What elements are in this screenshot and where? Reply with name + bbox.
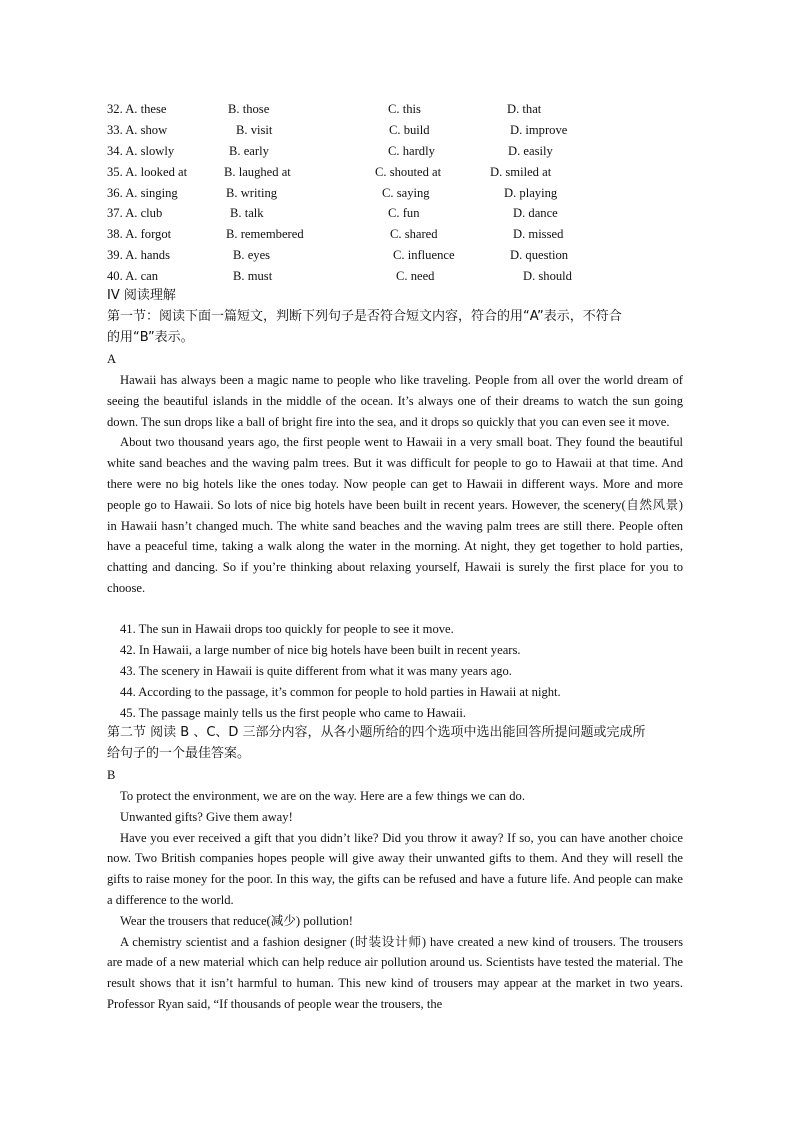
option-a: 34. A. slowly bbox=[107, 144, 175, 158]
passage-a-para1: Hawaii has always been a magic name to people who like traveling. People from all over the world dream of seeing the beautiful islands in the middle of the ocean. It’s always one of their dreams to watch the sun going down. The sun drops like a ball of bright fire into the sea, and it drops so quickly that you can even see it move. bbox=[107, 373, 683, 429]
statement-45: 45. The passage mainly tells us the first people who came to Hawaii. bbox=[120, 706, 467, 720]
option-a: 33. A. show bbox=[107, 123, 168, 137]
option-b: B. those bbox=[228, 102, 270, 116]
passage-b bbox=[107, 786, 683, 1015]
option-d: D. should bbox=[523, 269, 572, 283]
passage-label-b: B bbox=[107, 768, 116, 782]
option-row-35 bbox=[107, 162, 707, 182]
option-row-36 bbox=[107, 183, 707, 203]
option-d: D. improve bbox=[510, 123, 568, 137]
option-a: 35. A. looked at bbox=[107, 165, 188, 179]
option-a: 36. A. singing bbox=[107, 186, 178, 200]
statement-42: 42. In Hawaii, a large number of nice big hotels have been built in recent years. bbox=[120, 643, 521, 657]
statement-44: 44. According to the passage, it’s common for people to hold parties in Hawaii at night. bbox=[120, 685, 561, 699]
option-b: B. writing bbox=[226, 186, 278, 200]
option-a: 37. A. club bbox=[107, 206, 163, 220]
part2-instruction-cont: 给句子的一个最佳答案。 bbox=[107, 746, 251, 761]
passage-a-para2: About two thousand years ago, the first people went to Hawaii in a very small boat. They found the beautiful white sand beaches and the waving palm trees. But it was difficult for people to go to Hawaii at that time. And there were no big hotels like the ones today. Now people can get to Hawaii in different ways. More and more people go to Hawaii. So lots of nice big hotels have been built in recent years. However, the scenery(自然风景) in Hawaii hasn’t changed much. The white sand beaches and the waving palm trees are still there. People often have a peaceful time, taking a walk along the water in the morning. At night, they get together to hold parties, chatting and dancing. So if you’re thinking about relaxing yourself, Hawaii is surely the first place for you to choose. bbox=[107, 435, 683, 595]
statement-41: 41. The sun in Hawaii drops too quickly for people to see it move. bbox=[120, 622, 454, 636]
option-c: C. build bbox=[389, 123, 430, 137]
option-c: C. shouted at bbox=[375, 165, 442, 179]
option-c: C. influence bbox=[393, 248, 455, 262]
passage-a bbox=[107, 370, 683, 599]
option-c: C. shared bbox=[390, 227, 438, 241]
passage-b-para2: A chemistry scientist and a fashion designer (时装设计师) have created a new kind of trousers. The trousers are made of a new material which can help reduce air pollution around us. Scientists have tested the material. The result shows that it isn’t harmful to human. This new kind of trousers may appear at the market in two years. Professor Ryan said, “If thousands of people wear the trousers, the bbox=[107, 934, 683, 1011]
option-d: D. that bbox=[507, 102, 542, 116]
option-b: B. visit bbox=[236, 123, 273, 137]
option-row-33 bbox=[107, 120, 707, 140]
option-c: C. hardly bbox=[388, 144, 435, 158]
option-row-39 bbox=[107, 245, 707, 265]
option-b: B. must bbox=[233, 269, 273, 283]
option-c: C. fun bbox=[388, 206, 420, 220]
option-d: D. question bbox=[510, 248, 569, 262]
passage-b-heading2: Wear the trousers that reduce(减少) pollution! bbox=[120, 913, 353, 928]
option-row-38 bbox=[107, 224, 707, 244]
option-row-32 bbox=[107, 99, 707, 119]
statement-43: 43. The scenery in Hawaii is quite different from what it was many years ago. bbox=[120, 664, 512, 678]
option-d: D. missed bbox=[513, 227, 564, 241]
option-row-34 bbox=[107, 141, 707, 161]
option-a: 39. A. hands bbox=[107, 248, 170, 262]
option-d: D. smiled at bbox=[490, 165, 552, 179]
passage-b-intro: To protect the environment, we are on the way. Here are a few things we can do. bbox=[120, 789, 525, 803]
option-d: D. dance bbox=[513, 206, 558, 220]
section-heading: IV 阅读理解 bbox=[107, 288, 176, 303]
option-d: D. playing bbox=[504, 186, 558, 200]
option-a: 38. A. forgot bbox=[107, 227, 172, 241]
passage-b-para1: Have you ever received a gift that you didn’t like? Did you throw it away? If so, you can have another choice now. Two British companies hopes people will give away their unwanted gifts to them. And they will resell the gifts to raise money for the poor. In this way, the gifts can be refused and have a future life. And people can make a difference to the world. bbox=[107, 830, 683, 907]
option-b: B. talk bbox=[230, 206, 264, 220]
part2-instruction: 第二节 阅读 B 、C、D 三部分内容，从各小题所给的四个选项中选出能回答所提问题或完成所 bbox=[107, 725, 646, 740]
option-c: C. need bbox=[396, 269, 435, 283]
option-a: 32. A. these bbox=[107, 102, 167, 116]
option-b: B. eyes bbox=[233, 248, 271, 262]
option-a: 40. A. can bbox=[107, 269, 159, 283]
passage-b-heading1: Unwanted gifts? Give them away! bbox=[120, 809, 293, 824]
option-row-37 bbox=[107, 203, 707, 223]
option-c: C. saying bbox=[382, 186, 430, 200]
option-b: B. laughed at bbox=[224, 165, 291, 179]
part1-instruction-cont: 的用“B”表示。 bbox=[107, 330, 194, 345]
option-d: D. easily bbox=[508, 144, 553, 158]
part1-instruction: 第一节：阅读下面一篇短文，判断下列句子是否符合短文内容，符合的用“A”表示，不符合 bbox=[107, 309, 622, 324]
option-b: B. remembered bbox=[226, 227, 304, 241]
option-row-40 bbox=[107, 266, 707, 286]
option-c: C. this bbox=[388, 102, 421, 116]
passage-label-a: A bbox=[107, 352, 117, 366]
option-b: B. early bbox=[229, 144, 269, 158]
